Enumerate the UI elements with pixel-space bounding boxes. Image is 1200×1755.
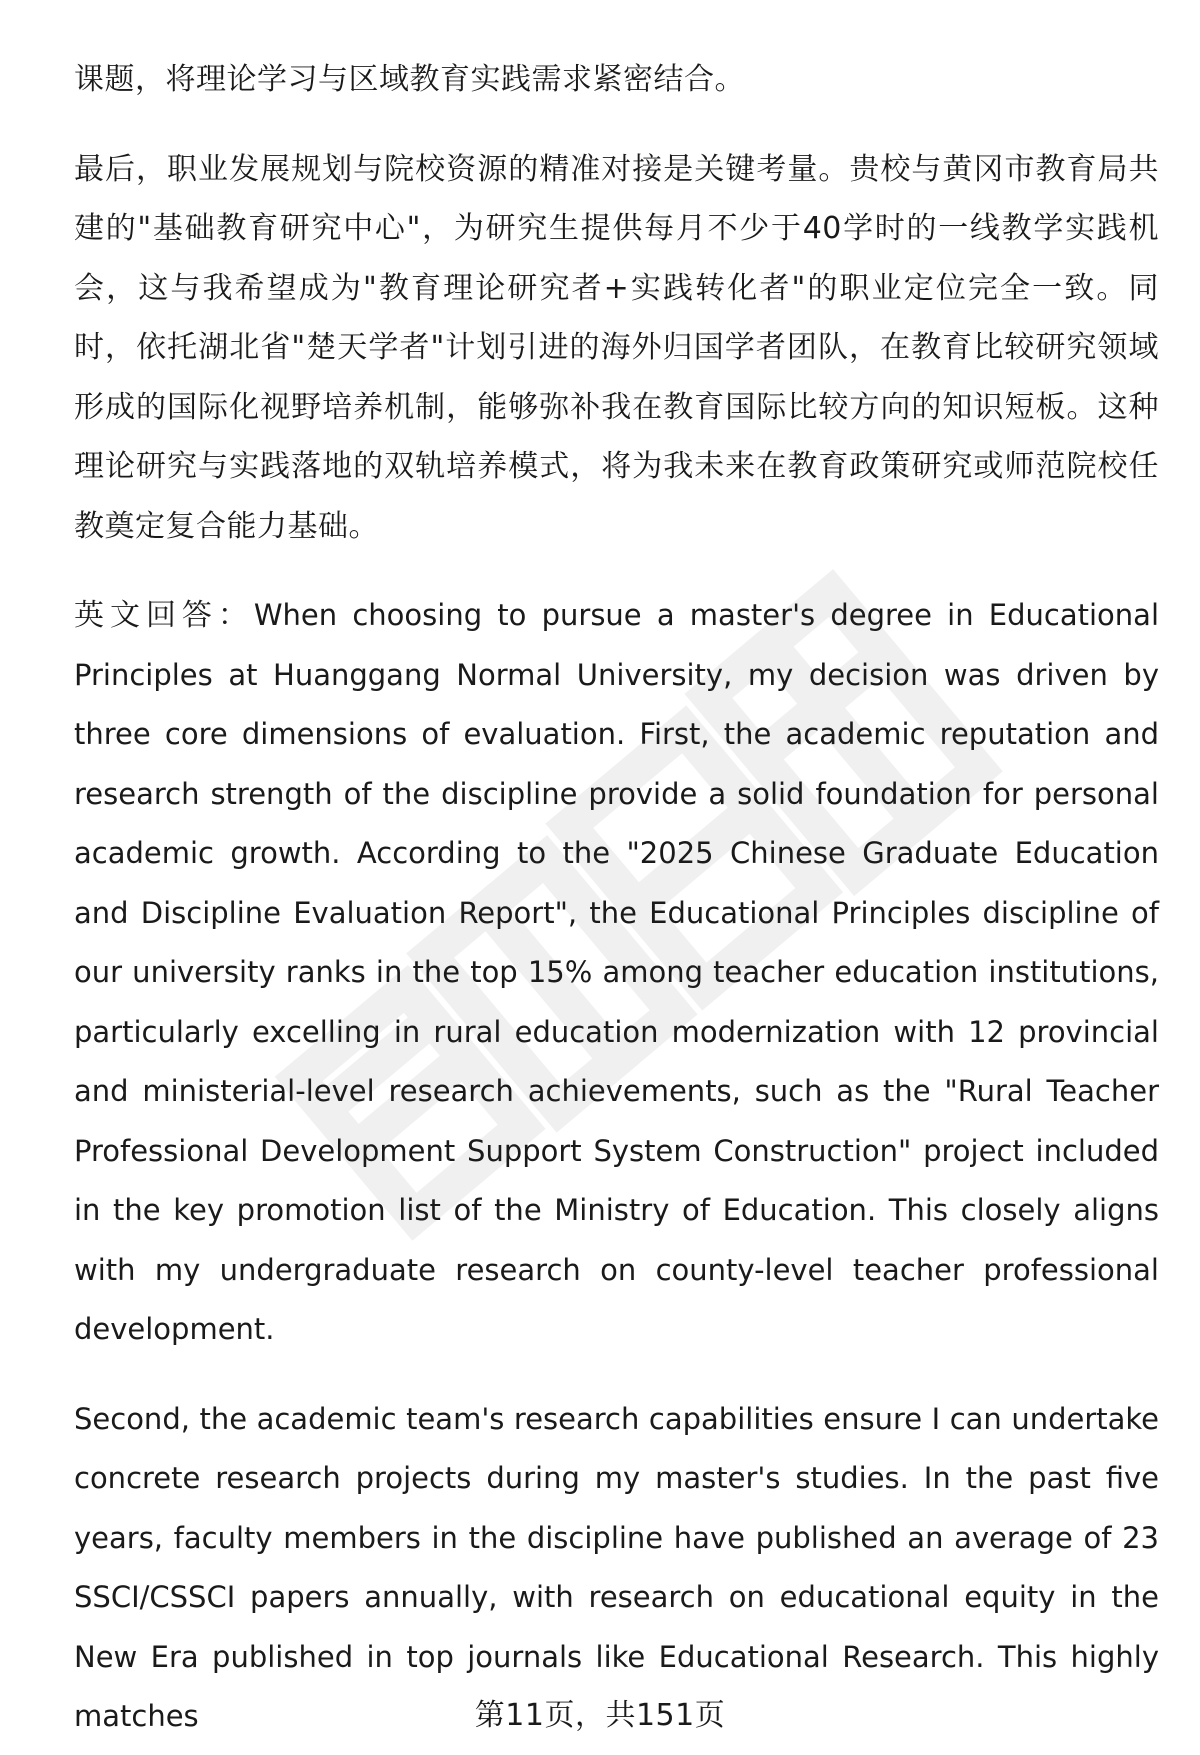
english-answer-label: 英文回答： [74, 598, 254, 633]
page-footer: 第11页，共151页 [474, 1698, 726, 1733]
english-answer-text: When choosing to pursue a master's degree in Educational Principles at Huanggang Normal University, my decision was driven by three core dimensions of evaluation. First, the academic reputation and research strength of the discipline provide a solid foundation for personal academic growth. According to the "2025 Chinese Graduate Education and Discipline Evaluation Report", the Educational Principles discipline of our university ranks in the top 15% among teacher education institutions, particularly excelling in rural education modernization with 12 provincial and ministerial-level research achievements, such as the "Rural Teacher Professional Development Support System Construction" project included in the key promotion list of the Ministry of Education. This closely aligns with my undergraduate research on county-level teacher professional development. [74, 598, 1159, 1346]
paragraph-career-planning: 最后，职业发展规划与院校资源的精准对接是关键考量。贵校与黄冈市教育局共建的"基础教育研究中心"，为研究生提供每月不少于40学时的一线教学实践机会，这与我希望成为"教育理论研究者+实践转化者"的职业定位完全一致。同时，依托湖北省"楚天学者"计划引进的海外归国学者团队，在教育比较研究领域形成的国际化视野培养机制，能够弥补我在教育国际比较方向的知识短板。这种理论研究与实践落地的双轨培养模式，将为我未来在教育政策研究或师范院校任教奠定复合能力基础。 [74, 151, 1159, 544]
paragraph-continuation: 课题，将理论学习与区域教育实践需求紧密结合。 [74, 62, 745, 97]
paragraph-academic-team: Second, the academic team's research capabilities ensure I can undertake concrete research projects during my master's studies. In the past five years, faculty members in the discipline have published an average of 23 SSCI/CSSCI papers annually, with research on educational equity in the New Era published in top journals like Educational Research. This highly matches [74, 1401, 1159, 1733]
paragraph-english-answer [74, 586, 1159, 1360]
document-body [74, 50, 1159, 1747]
